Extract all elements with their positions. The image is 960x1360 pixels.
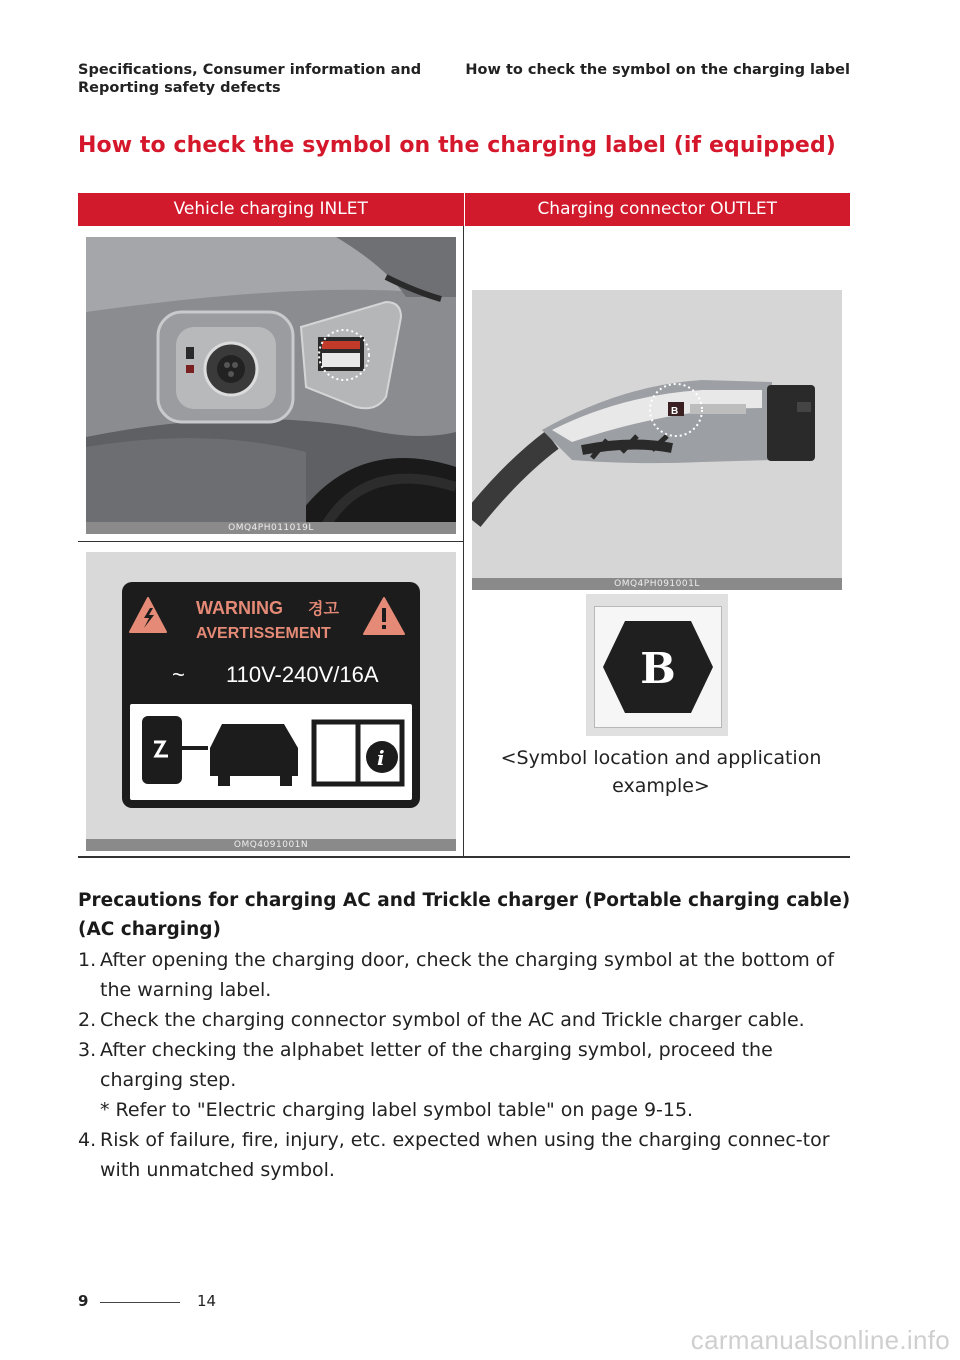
step-item xyxy=(78,1035,858,1095)
hexagon-b-symbol-icon xyxy=(595,607,721,727)
car-photo-code: OMQ4PH011019L xyxy=(86,522,456,534)
step-text: Risk of failure, fire, injury, etc. expected when using the charging connec-tor with unmatched symbol. xyxy=(100,1129,830,1181)
svg-text:B: B xyxy=(671,406,679,417)
watermark: carmanualsonline.info xyxy=(690,1325,950,1355)
step-item xyxy=(78,1125,858,1185)
step-text: After checking the alphabet letter of the charging symbol, proceed the charging step. xyxy=(100,1039,773,1091)
step-item xyxy=(78,945,858,1005)
table-divider-bottom xyxy=(78,856,850,858)
label-ac-symbol: ~ xyxy=(172,662,185,687)
symbol-caption: <Symbol location and application example> xyxy=(500,747,822,797)
charging-connector-illustration xyxy=(472,290,842,590)
step-number: 2. xyxy=(78,1009,97,1031)
step-number: 1. xyxy=(78,949,97,971)
precaution-steps xyxy=(78,945,858,1185)
charger-station-icon xyxy=(142,716,182,784)
charging-symbol-card xyxy=(586,594,728,736)
chapter-number: 9 xyxy=(78,1292,89,1310)
step-number: 4. xyxy=(78,1129,97,1151)
table-header xyxy=(78,193,850,226)
charging-connector-photo xyxy=(472,290,842,590)
label-photo-code: OMQ4091001N xyxy=(86,839,456,851)
label-avertissement-text: AVERTISSEMENT xyxy=(196,625,331,642)
page-number: 14 xyxy=(197,1292,217,1310)
step-text: After opening the charging door, check the charging symbol at the bottom of the warning label. xyxy=(100,949,835,1001)
footer-divider xyxy=(100,1302,180,1303)
page-title: How to check the symbol on the charging label (if equipped) xyxy=(78,133,836,158)
label-korean-text: 경고 xyxy=(308,599,339,618)
running-header-chapter: Specifications, Consumer information and Reporting safety defects xyxy=(78,62,422,96)
table-header-inlet: Vehicle charging INLET xyxy=(78,193,465,226)
step-number: 3. xyxy=(78,1039,97,1061)
section-heading: Precautions for charging AC and Trickle charger (Portable charging cable) (AC charging) xyxy=(78,890,851,940)
svg-text:i: i xyxy=(377,746,385,770)
label-rating-text: 110V-240V/16A xyxy=(226,662,379,687)
table-divider-middle xyxy=(78,541,464,542)
step-text: Check the charging connector symbol of the AC and Trickle charger cable. xyxy=(100,1009,805,1031)
car-icon xyxy=(210,724,298,776)
warning-label-illustration xyxy=(86,552,456,851)
warning-label-photo xyxy=(86,552,456,851)
charging-inlet-photo xyxy=(86,237,456,534)
step-note: * Refer to "Electric charging label symbol table" on page 9-15. xyxy=(100,1099,694,1121)
charging-inlet-illustration xyxy=(86,237,456,534)
symbol-letter: B xyxy=(640,644,676,693)
plug-photo-code: OMQ4PH091001L xyxy=(472,578,842,590)
label-warning-text: WARNING xyxy=(196,598,283,618)
running-header-topic: How to check the symbol on the charging label xyxy=(465,62,850,78)
table-header-outlet: Charging connector OUTLET xyxy=(537,199,778,219)
step-item xyxy=(78,1005,858,1035)
